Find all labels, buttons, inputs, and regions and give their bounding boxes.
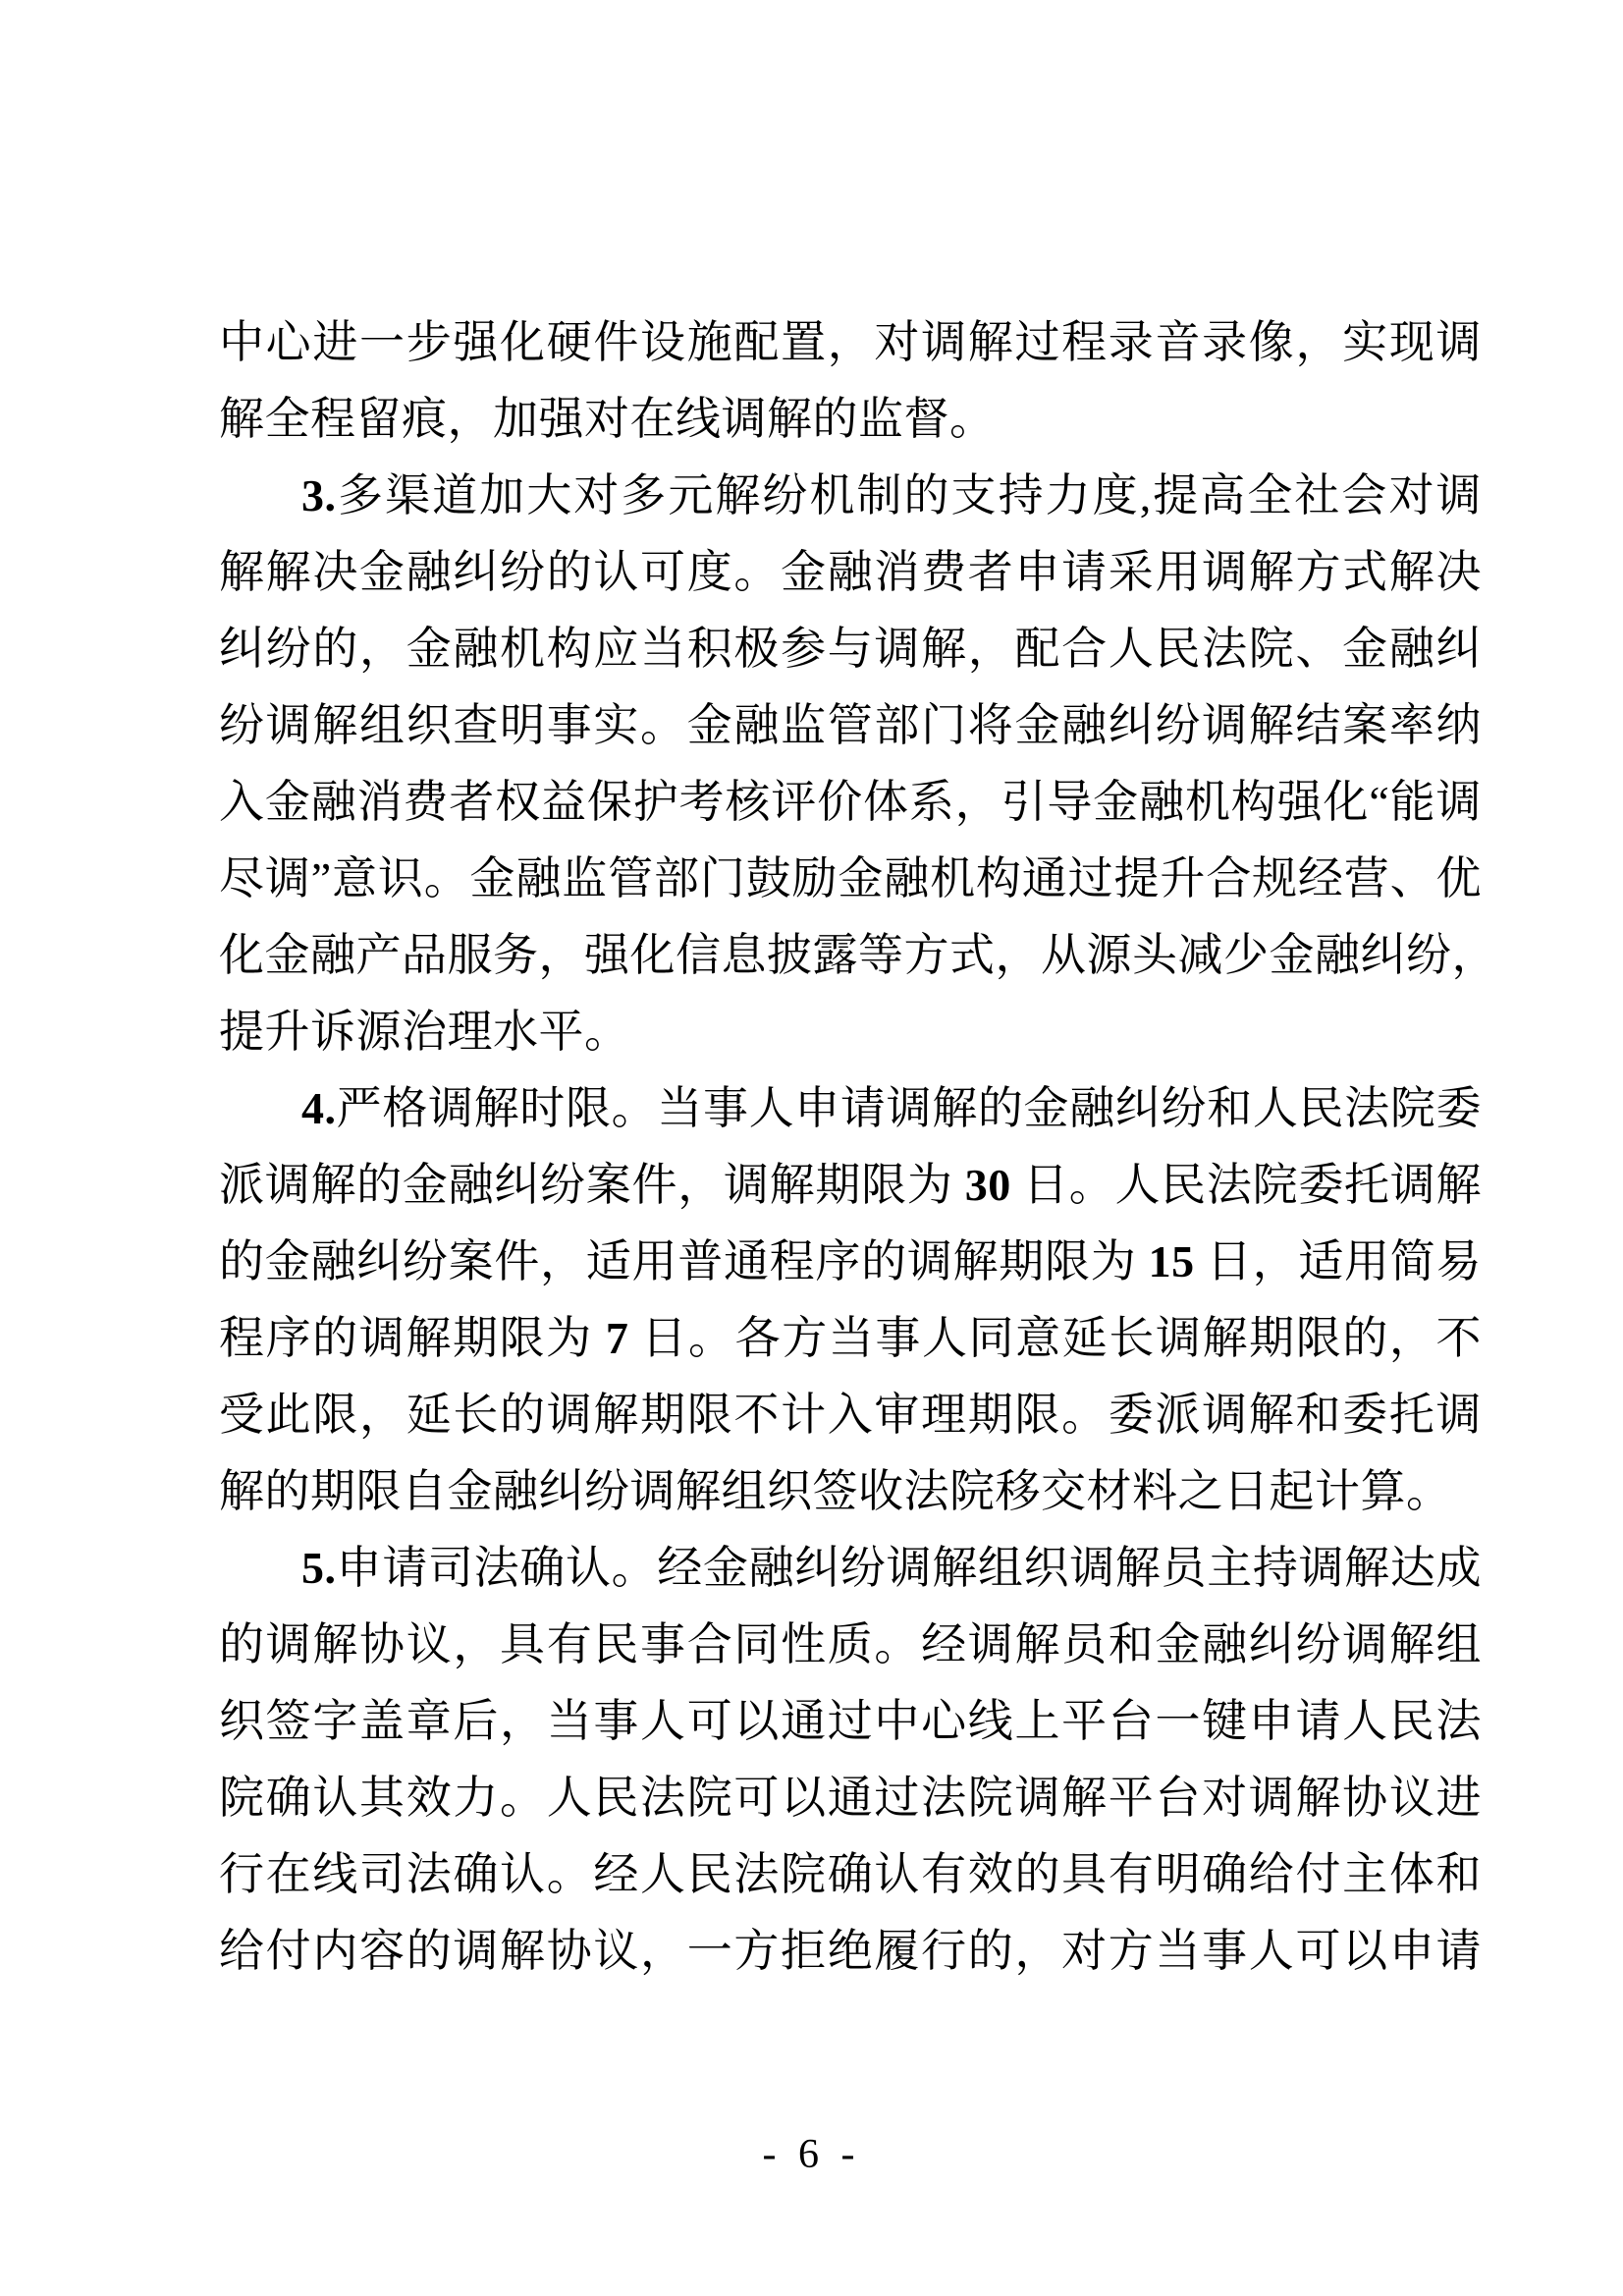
text-line <box>219 304 1482 381</box>
text-line <box>219 1913 1482 1990</box>
bold-number-segment: 15 <box>1148 1236 1195 1286</box>
text-line <box>219 1147 1482 1224</box>
text-line <box>219 1453 1482 1530</box>
text-segment: 中心进一步强化硬件设施配置，对调解过程录音录像，实现调 <box>219 317 1482 367</box>
text-segment: 院确认其效力。人民法院可以通过法院调解平台对调解协议进 <box>219 1773 1482 1823</box>
text-segment: 日，适用简易 <box>1194 1236 1483 1286</box>
text-line <box>219 1607 1482 1683</box>
text-segment: 派调解的金融纠纷案件，调解期限为 <box>219 1160 965 1210</box>
text-line <box>219 841 1482 917</box>
text-line <box>219 1300 1482 1377</box>
text-segment: 化金融产品服务，强化信息披露等方式，从源头减少金融纠纷， <box>219 930 1497 980</box>
text-line <box>219 764 1482 841</box>
text-segment: 尽调”意识。金融监管部门鼓励金融机构通过提升合规经营、优 <box>219 853 1482 903</box>
text-segment: 的调解协议，具有民事合同性质。经调解员和金融纠纷调解组 <box>219 1619 1482 1669</box>
text-segment: 程序的调解期限为 <box>219 1313 606 1363</box>
text-segment: 入金融消费者权益保护考核评价体系，引导金融机构强化“能调 <box>219 777 1482 827</box>
text-segment: 申请司法确认。经金融纠纷调解组织调解员主持调解达成 <box>336 1543 1482 1593</box>
text-line <box>219 1683 1482 1760</box>
bold-number-segment: 4. <box>301 1083 337 1133</box>
bold-number-segment: 7 <box>605 1313 629 1363</box>
text-segment: 解的期限自金融纠纷调解组织签收法院移交材料之日起计算。 <box>219 1466 1452 1516</box>
text-segment: 的金融纠纷案件，适用普通程序的调解期限为 <box>219 1236 1149 1286</box>
text-segment: 解解决金融纠纷的认可度。金融消费者申请采用调解方式解决 <box>219 547 1482 597</box>
document-body-text <box>219 304 1497 1990</box>
text-line <box>219 917 1497 994</box>
text-segment: 纷调解组织查明事实。金融监管部门将金融纠纷调解结案率纳 <box>219 700 1482 750</box>
text-line <box>219 611 1482 687</box>
text-segment: 行在线司法确认。经人民法院确认有效的具有明确给付主体和 <box>219 1849 1482 1899</box>
bold-number-segment: 3. <box>301 470 337 520</box>
bold-number-segment: 30 <box>964 1160 1011 1210</box>
text-line <box>219 994 1482 1070</box>
text-segment: 多渠道加大对多元解纷机制的支持力度,提高全社会对调 <box>336 470 1482 520</box>
page-number: - 6 - <box>762 2132 861 2177</box>
text-line <box>219 1760 1482 1836</box>
text-line <box>219 458 1482 534</box>
bold-number-segment: 5. <box>301 1543 337 1593</box>
text-segment: 纠纷的，金融机构应当积极参与调解，配合人民法院、金融纠 <box>219 624 1482 674</box>
text-segment: 日。人民法院委托调解 <box>1010 1160 1483 1210</box>
text-segment: 日。各方当事人同意延长调解期限的，不 <box>628 1313 1483 1363</box>
text-line <box>219 534 1482 611</box>
text-segment: 受此限，延长的调解期限不计入审理期限。委派调解和委托调 <box>219 1390 1482 1440</box>
text-line <box>219 1070 1482 1147</box>
text-line <box>219 687 1482 764</box>
text-line <box>219 1836 1482 1913</box>
text-line <box>219 1530 1482 1607</box>
text-segment: 提升诉源治理水平。 <box>219 1007 630 1057</box>
text-line <box>219 1377 1482 1453</box>
text-segment: 严格调解时限。当事人申请调解的金融纠纷和人民法院委 <box>336 1083 1482 1133</box>
text-segment: 给付内容的调解协议，一方拒绝履行的，对方当事人可以申请 <box>219 1926 1482 1976</box>
text-line <box>219 1224 1482 1300</box>
text-segment: 解全程留痕，加强对在线调解的监督。 <box>219 394 996 444</box>
text-line <box>219 381 1482 458</box>
text-segment: 织签字盖章后，当事人可以通过中心线上平台一键申请人民法 <box>219 1696 1482 1746</box>
